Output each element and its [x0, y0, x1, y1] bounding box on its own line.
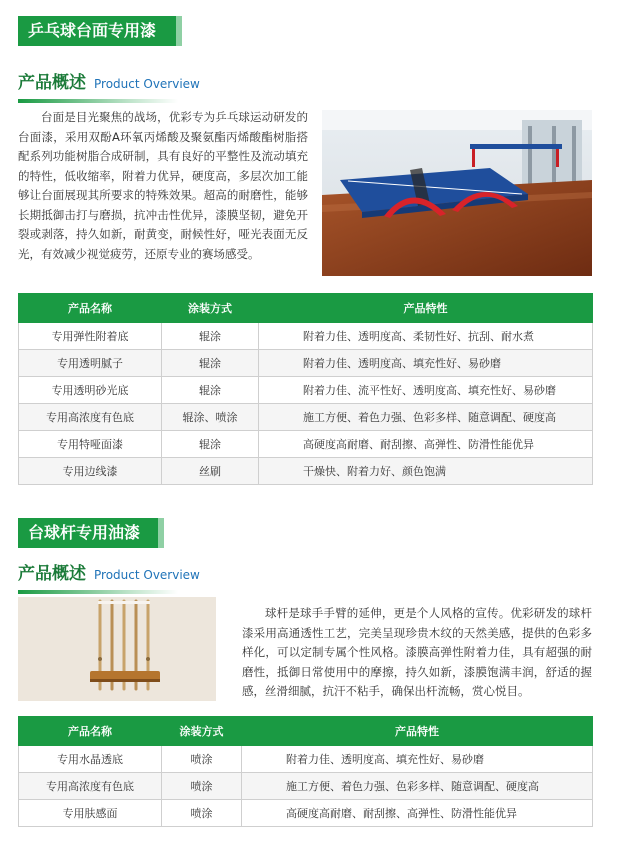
section2-overview-underline	[18, 590, 178, 594]
product-features-cell: 附着力佳、透明度高、填充性好、易砂磨	[242, 746, 593, 773]
product-features-cell: 高硬度高耐磨、耐刮擦、高弹性、防滑性能优异	[242, 800, 593, 827]
table-header-row	[19, 717, 593, 746]
section2-product-table	[18, 716, 593, 827]
section1-product-table	[18, 293, 593, 485]
coating-method-cell: 辊涂	[162, 377, 259, 404]
billiard-cue-rack-illustration	[18, 597, 216, 701]
coating-method-cell: 喷涂	[162, 746, 242, 773]
coating-method-cell: 辊涂	[162, 431, 259, 458]
product-features-cell: 附着力佳、透明度高、填充性好、易砂磨	[259, 350, 593, 377]
product-features-cell: 干燥快、附着力好、颜色饱满	[259, 458, 593, 485]
section1-banner-title: 乒乓球台面专用漆	[28, 21, 157, 40]
ping-pong-table-photo-icon	[322, 110, 592, 276]
coating-method-cell: 辊涂	[162, 323, 259, 350]
table-row	[19, 350, 593, 377]
header-coating-method: 涂装方式	[162, 294, 259, 323]
section1-overview-en: Product Overview	[94, 77, 200, 91]
table-header-row	[19, 294, 593, 323]
table-row	[19, 746, 593, 773]
section1-overview-cn: 产品概述	[18, 73, 86, 93]
coating-method-cell: 辊涂、喷涂	[162, 404, 259, 431]
product-name-cell: 专用透明腻子	[19, 350, 162, 377]
product-features-cell: 附着力佳、流平性好、透明度高、填充性好、易砂磨	[259, 377, 593, 404]
section1-overview-underline	[18, 99, 178, 103]
ping-pong-table-illustration	[322, 110, 592, 276]
product-name-cell: 专用高浓度有色底	[19, 404, 162, 431]
section2-banner	[18, 518, 158, 548]
section1-description: 台面是目光聚焦的战场，优彩专为乒乓球运动研发的台面漆，采用双酚A环氧丙烯酸及聚氨酯丙烯酸酯树脂搭配系列功能树脂合成研制，具有良好的平整性及流动填充的特性，低收缩率，附着力优异，硬度高，多层次加工能够让台面展现其所要求的特殊效果。超高的耐磨性，能够长期抵御击打与磨损，抗冲击性优异，漆膜坚韧，避免开裂或剥落，持久如新，耐黄变，耐候性好，哑光表面无反光，有效减少视觉疲劳，还原专业的赛场感受。	[18, 110, 308, 261]
header-product-features: 产品特性	[242, 717, 593, 746]
section2-overview-cn: 产品概述	[18, 564, 86, 584]
product-name-cell: 专用边线漆	[19, 458, 162, 485]
table-row	[19, 323, 593, 350]
header-product-name: 产品名称	[19, 717, 162, 746]
section2-overview-en: Product Overview	[94, 568, 200, 582]
coating-method-cell: 喷涂	[162, 773, 242, 800]
coating-method-cell: 喷涂	[162, 800, 242, 827]
product-features-cell: 高硬度高耐磨、耐刮擦、高弹性、防滑性能优异	[259, 431, 593, 458]
product-name-cell: 专用特哑面漆	[19, 431, 162, 458]
product-features-cell: 附着力佳、透明度高、柔韧性好、抗刮、耐水煮	[259, 323, 593, 350]
table-row	[19, 404, 593, 431]
product-name-cell: 专用水晶透底	[19, 746, 162, 773]
header-product-name: 产品名称	[19, 294, 162, 323]
table-row	[19, 773, 593, 800]
header-product-features: 产品特性	[259, 294, 593, 323]
table-row	[19, 800, 593, 827]
product-name-cell: 专用高浓度有色底	[19, 773, 162, 800]
product-name-cell: 专用弹性附着底	[19, 323, 162, 350]
product-name-cell: 专用透明砂光底	[19, 377, 162, 404]
section1-overview-heading	[18, 67, 200, 99]
table-row	[19, 377, 593, 404]
section2-overview-heading	[18, 558, 200, 590]
product-features-cell: 施工方便、着色力强、色彩多样、随意调配、硬度高	[242, 773, 593, 800]
section2-description: 球杆是球手手臂的延伸，更是个人风格的宣传。优彩研发的球杆漆采用高通透性工艺，完美呈现珍贵木纹的天然美感，提供的色彩多样化，可以定制专属个性风格。漆膜高弹性附着力佳，具有超强的耐磨性，抵御日常使用中的摩擦，持久如新，漆膜饱满丰润，舒适的握感，丝滑细腻，抗汗不粘手，确保出杆流畅，赏心悦目。	[242, 606, 592, 698]
product-name-cell: 专用肤感面	[19, 800, 162, 827]
header-coating-method: 涂装方式	[162, 717, 242, 746]
coating-method-cell: 丝刷	[162, 458, 259, 485]
product-features-cell: 施工方便、着色力强、色彩多样、随意调配、硬度高	[259, 404, 593, 431]
section2-banner-title: 台球杆专用油漆	[28, 523, 141, 542]
section1-banner	[18, 16, 176, 46]
coating-method-cell: 辊涂	[162, 350, 259, 377]
table-row	[19, 458, 593, 485]
table-row	[19, 431, 593, 458]
billiard-cue-rack-photo-icon	[18, 597, 216, 701]
